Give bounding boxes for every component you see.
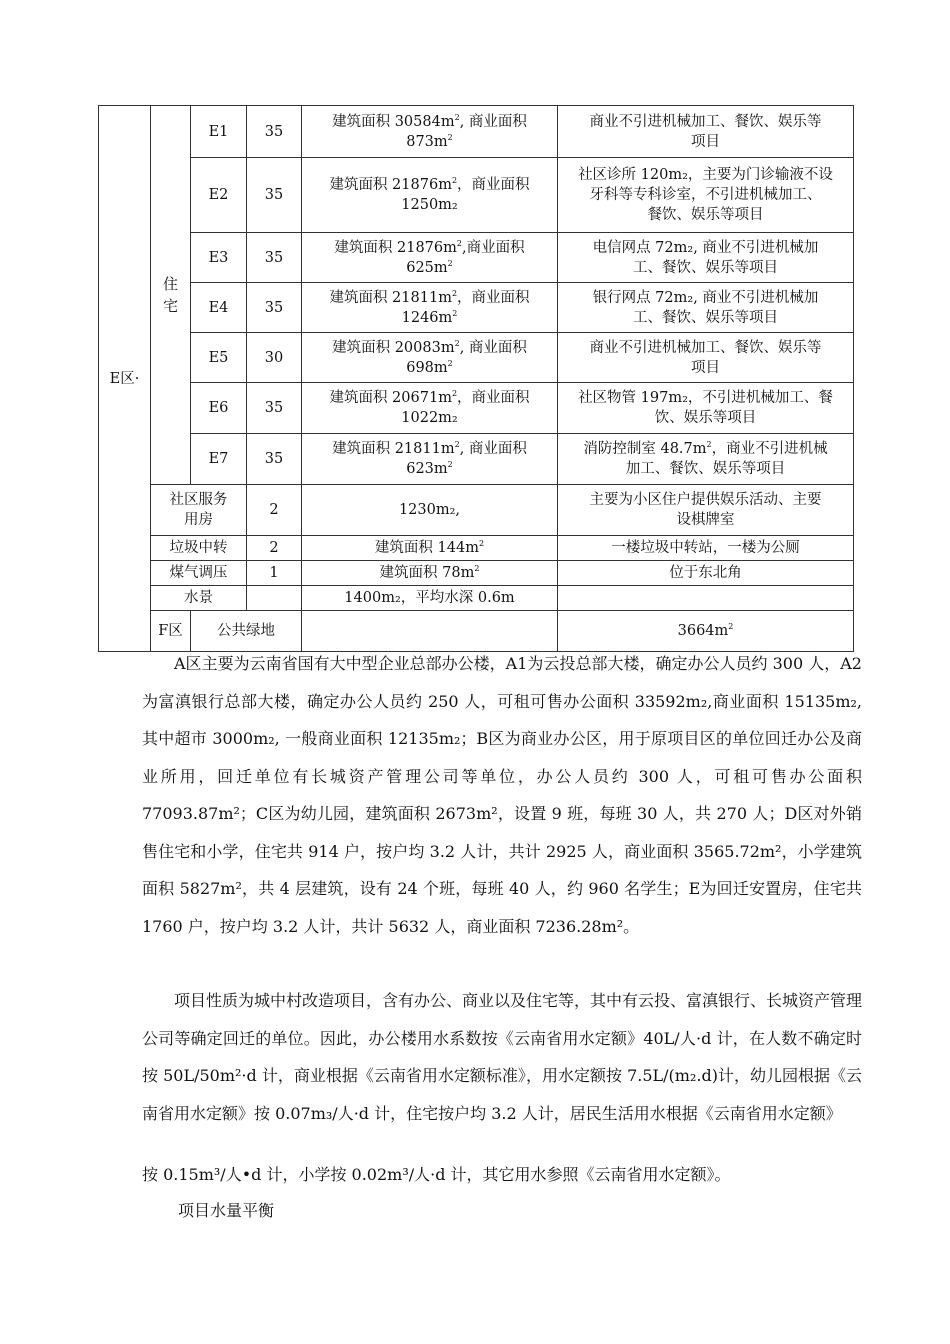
floors: 35: [247, 383, 302, 434]
table-row: [99, 158, 854, 233]
note-cell: 消防控制室 $48.7m^2$，商业不引进机械 加工、餐饮、娱乐等项目: [558, 434, 854, 485]
area-cell: 建筑面积 $21876m^2$，商业面积 1250m₂: [302, 158, 558, 233]
building-id: E7: [191, 434, 247, 485]
area-cell: 1230m₂,: [302, 485, 558, 536]
floors: 35: [247, 283, 302, 333]
area-cell: 建筑面积 $144m^2$: [302, 536, 558, 561]
floors: 35: [247, 158, 302, 233]
residential-cell: 住宅: [151, 106, 191, 485]
table-row: [99, 561, 854, 586]
note-cell: 社区诊所 120m₂，主要为门诊输液不设 牙科等专科诊室，不引进机械加工、 餐饮、娱乐等项目: [558, 158, 854, 233]
floors: 35: [247, 233, 302, 283]
table-row: [99, 233, 854, 283]
body-text: [142, 645, 862, 945]
table-row: [99, 383, 854, 434]
note-cell: 主要为小区住户提供娱乐活动、主要 设棋牌室: [558, 485, 854, 536]
table-row: [99, 586, 854, 611]
note-cell: 电信网点 72m₂, 商业不引进机械加 工、餐饮、娱乐等项目: [558, 233, 854, 283]
building-table: [98, 105, 854, 652]
table-row: [99, 536, 854, 561]
body-text-2: [142, 982, 862, 1132]
building-id: E2: [191, 158, 247, 233]
area-cell: 建筑面积 $21811m^2$，商业面积 $1246m^2$: [302, 283, 558, 333]
note-cell: 一楼垃圾中转站，一楼为公厕: [558, 536, 854, 561]
area-cell: 建筑面积 $78m^2$: [302, 561, 558, 586]
note-cell: 银行网点 72m₂, 商业不引进机械加 工、餐饮、娱乐等项目: [558, 283, 854, 333]
table-row: [99, 485, 854, 536]
zone-f-cell: F区: [151, 611, 191, 652]
floors: 35: [247, 434, 302, 485]
quota-line: 按 0.15m³/人•d 计，小学按 0.02m³/人·d 计，其它用水参照《云南省用水定额》。: [142, 1165, 731, 1184]
note-cell: 商业不引进机械加工、餐饮、娱乐等 项目: [558, 333, 854, 383]
facility-name: 公共绿地: [191, 611, 302, 652]
building-id: E1: [191, 106, 247, 158]
building-id: E3: [191, 233, 247, 283]
area-cell: 建筑面积 $21876m^2$,商业面积 $625m^2$: [302, 233, 558, 283]
floors: 2: [247, 536, 302, 561]
section-heading: 项目水量平衡: [178, 1201, 275, 1220]
area-cell: 1400m₂，平均水深 0.6m: [302, 586, 558, 611]
area-cell: 建筑面积 $21811m^2$, 商业面积 $623m^2$: [302, 434, 558, 485]
building-id: E6: [191, 383, 247, 434]
floors: 30: [247, 333, 302, 383]
paragraph-water-quota: 项目性质为城中村改造项目，含有办公、商业以及住宅等，其中有云投、富滇银行、长城资产管理公司等确定回迁的单位。因此，办公楼用水系数按《云南省用水定额》40L/人·d 计，在人数不确定时按 50L/50m²·d 计，商业根据《云南省用水定额标准》，用水定额按 7.5L/(m₂.d)计，幼儿园根据《云南省用水定额》按 0.07m₃/人·d 计，住宅按户均 3.2 人计，居民生活用水根据《云南省用水定额》: [142, 991, 863, 1123]
zone-e-cell: E区·: [99, 106, 151, 652]
building-id: E4: [191, 283, 247, 333]
table-row: [99, 333, 854, 383]
area-cell: 建筑面积 $20671m^2$，商业面积 1022m₂: [302, 383, 558, 434]
facility-name: 水景: [151, 586, 247, 611]
floors: 2: [247, 485, 302, 536]
facility-name: 垃圾中转: [151, 536, 247, 561]
facility-name: 社区服务 用房: [151, 485, 247, 536]
floors: 1: [247, 561, 302, 586]
area-cell: $3664m^2$: [558, 611, 854, 652]
note-cell: 社区物管 197m₂，不引进机械加工、餐 饮、娱乐等项目: [558, 383, 854, 434]
building-id: E5: [191, 333, 247, 383]
note-cell: [558, 586, 854, 611]
note-cell: 位于东北角: [558, 561, 854, 586]
table-row: [99, 283, 854, 333]
note-cell: 商业不引进机械加工、餐饮、娱乐等 项目: [558, 106, 854, 158]
facility-name: 煤气调压: [151, 561, 247, 586]
table-row: [99, 106, 854, 158]
floors: [247, 586, 302, 611]
area-cell: 建筑面积 $20083m^2$, 商业面积 $698m^2$: [302, 333, 558, 383]
area-cell: 建筑面积 $30584m^2$, 商业面积 $873m^2$: [302, 106, 558, 158]
table-row: [99, 434, 854, 485]
floors: 35: [247, 106, 302, 158]
paragraph-zones: A区主要为云南省国有大中型企业总部办公楼，A1为云投总部大楼，确定办公人员约 300 人，A2为富滇银行总部大楼，确定办公人员约 250 人，可租可售办公面积 33592m₂,商业面积 15135m₂, 其中超市 3000m₂, 一般商业面积 12135m₂；B区为商业办公区，用于原项目区的单位回迁办公及商业所用，回迁单位有长城资产管理公司等单位，办公人员约 300 人，可租可售办公面积 77093.87m²；C区为幼儿园，建筑面积 2673m²，设置 9 班，每班 30 人，共 270 人；D区对外销售住宅和小学，住宅共 914 户，按户均 3.2 人计，共计 2925 人，商业面积 3565.72m²，小学建筑面积 5827m²，共 4 层建筑，设有 24 个班，每班 40 人，约 960 名学生；E为回迁安置房，住宅共 1760 户，按户均 3.2 人计，共计 5632 人，商业面积 7236.28m²。: [142, 654, 862, 936]
